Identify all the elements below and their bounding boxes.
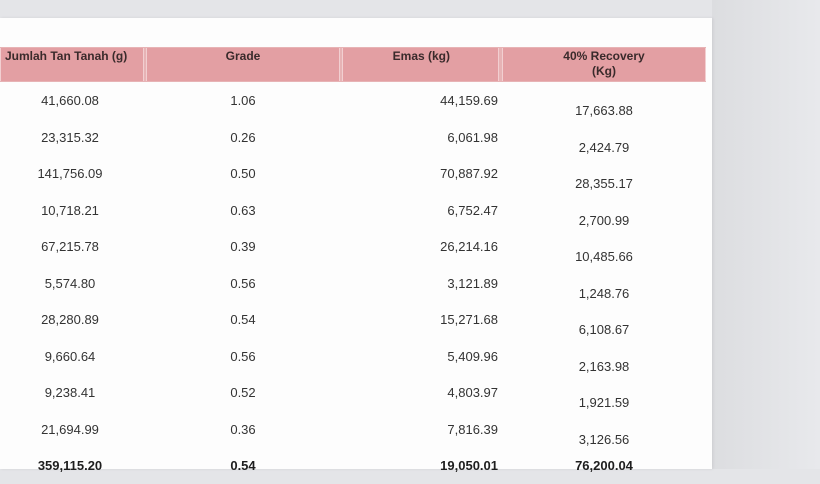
cell-emas: 4,803.97 (447, 385, 498, 400)
header-jumlah-tan-tanah: Jumlah Tan Tanah (g) (0, 48, 144, 81)
cell-grade: 0.36 (230, 421, 256, 437)
cell-emas: 15,271.68 (440, 312, 498, 327)
table-row (0, 228, 706, 265)
total-jumlah-tan-tanah: 359,115.20 (37, 458, 103, 473)
table-row (0, 338, 706, 375)
header-emas: Emas (kg) (342, 48, 499, 81)
cell-jumlah-tan-tanah: 9,660.64 (44, 348, 96, 364)
cell-recovery: 1,921.59 (578, 395, 630, 410)
table-total-row (0, 447, 706, 484)
cell-emas: 6,752.47 (447, 202, 498, 218)
cell-emas: 70,887.92 (440, 166, 498, 181)
cell-jumlah-tan-tanah: 9,238.41 (44, 385, 96, 400)
cell-jumlah-tan-tanah: 28,280.89 (41, 312, 99, 327)
cell-emas: 6,061.98 (447, 129, 498, 145)
cell-recovery: 3,126.56 (578, 431, 630, 447)
cell-recovery: 2,424.79 (578, 139, 630, 155)
header-grade: Grade (146, 48, 340, 81)
table-row (0, 301, 706, 338)
cell-recovery: 2,700.99 (578, 212, 630, 228)
cell-jumlah-tan-tanah: 10,718.21 (41, 202, 99, 218)
cell-recovery: 17,663.88 (575, 103, 633, 118)
table-row (0, 265, 706, 302)
document-page (0, 18, 712, 473)
total-recovery: 76,200.04 (575, 458, 633, 473)
cell-grade: 0.39 (230, 239, 256, 254)
cell-grade: 0.56 (230, 348, 256, 364)
cell-grade: 0.26 (230, 129, 256, 145)
cell-recovery: 10,485.66 (575, 249, 633, 264)
total-emas: 19,050.01 (440, 458, 498, 473)
cell-grade: 0.52 (230, 385, 256, 400)
table-body (0, 82, 706, 484)
table-row (0, 192, 706, 229)
table-row (0, 82, 706, 119)
cell-emas: 5,409.96 (447, 348, 498, 364)
cell-grade: 0.63 (230, 202, 256, 218)
total-grade: 0.54 (230, 458, 256, 473)
table-row (0, 155, 706, 192)
cell-jumlah-tan-tanah: 141,756.09 (37, 166, 103, 181)
cell-jumlah-tan-tanah: 5,574.80 (44, 275, 96, 291)
header-recovery-line2: (Kg) (592, 64, 616, 78)
table-row (0, 374, 706, 411)
background-edge (712, 0, 820, 469)
table-row (0, 411, 706, 448)
cell-recovery: 6,108.67 (578, 322, 630, 337)
cell-jumlah-tan-tanah: 41,660.08 (41, 93, 99, 108)
cell-grade: 1.06 (230, 93, 256, 108)
cell-emas: 44,159.69 (440, 93, 498, 108)
cell-jumlah-tan-tanah: 67,215.78 (41, 239, 99, 254)
cell-grade: 0.54 (230, 312, 256, 327)
header-recovery (502, 48, 706, 81)
cell-recovery: 1,248.76 (578, 285, 630, 301)
cell-recovery: 2,163.98 (578, 358, 630, 374)
cell-emas: 3,121.89 (447, 275, 498, 291)
cell-emas: 7,816.39 (447, 421, 498, 437)
cell-jumlah-tan-tanah: 21,694.99 (41, 421, 99, 437)
table-row (0, 119, 706, 156)
cell-jumlah-tan-tanah: 23,315.32 (41, 129, 99, 145)
cell-grade: 0.56 (230, 275, 256, 291)
cell-grade: 0.50 (230, 166, 256, 181)
header-recovery-line1: 40% Recovery (563, 49, 645, 63)
cell-recovery: 28,355.17 (575, 176, 633, 191)
cell-emas: 26,214.16 (440, 239, 498, 254)
